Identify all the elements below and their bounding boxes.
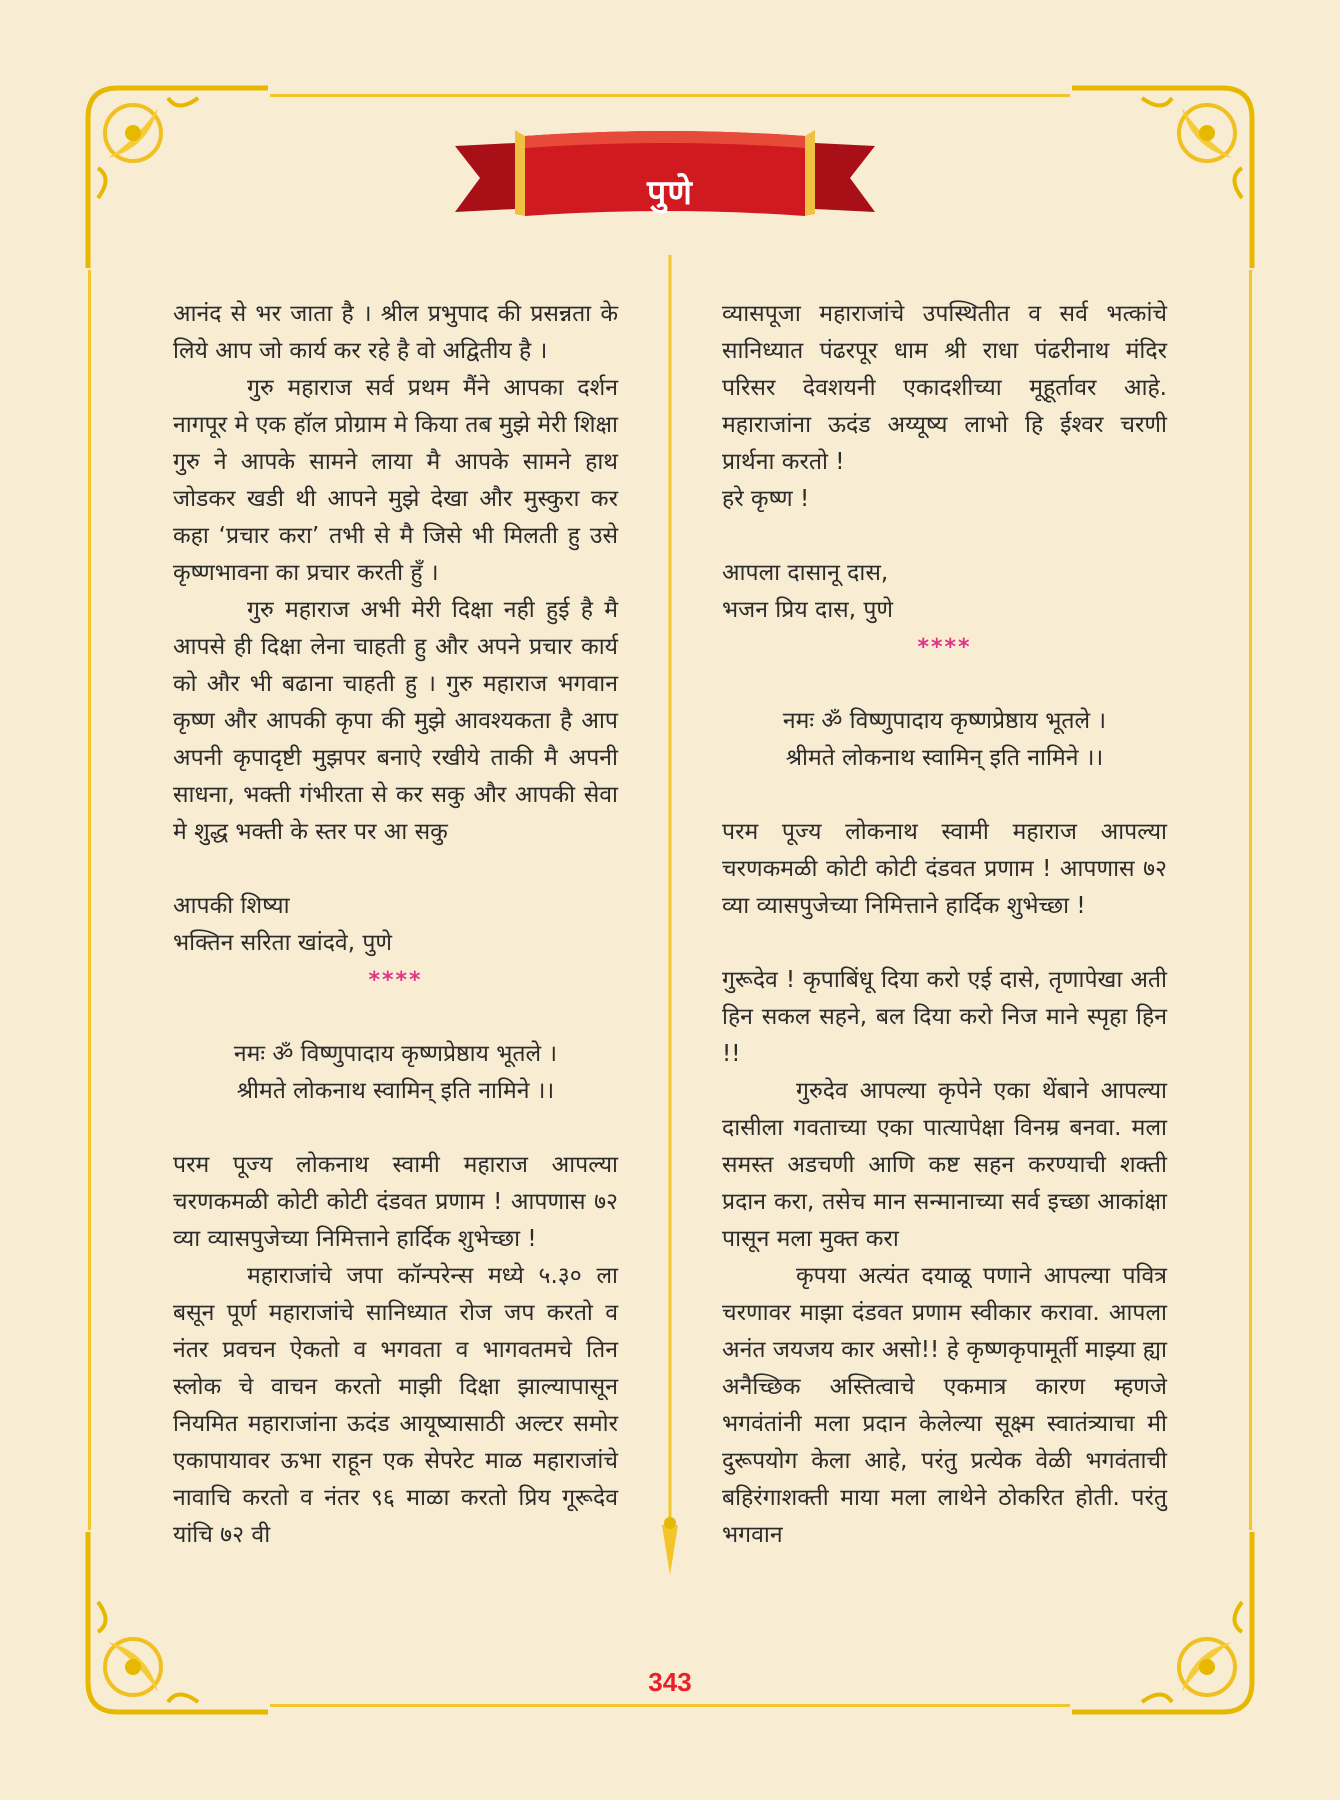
paragraph-gap [173,999,618,1036]
paragraph: कृपया अत्यंत दयाळू पणाने आपल्या पवित्र चरणावर माझा दंडवत प्रणाम स्वीकार करावा. आपला अनंत जयजय कार असो!! हे कृष्णकृपामूर्ती माझ्या ह्या अनैच्छिक अस्तित्वाचे एकमात्र कारण म्हणजे भगवंतांनी मला प्रदान केलेल्या सूक्ष्म स्वातंत्र्याचा मी दुरूपयोग केला आहे, परंतु प्रत्येक वेळी भगवंताची बहिरंगाशक्ती माया मला लाथेने ठोकरित होती. परंतु भगवान [722,1263,1167,1548]
mantra-line: नमः ॐ विष्णुपादाय कृष्णप्रेष्ठाय भूतले । [233,1041,558,1067]
paragraph: आनंद से भर जाता है । श्रील प्रभुपाद की प्रसन्नता के लिये आप जो कार्य कर रहे है वो अद्वितीय है । [173,301,618,364]
paragraph: आपला दासानू दास, [722,560,889,586]
frame-right-line [1249,270,1252,1530]
paragraph-gap [722,777,1167,814]
paragraph: परम पूज्य लोकनाथ स्वामी महाराज आपल्या चरणकमळी कोटी कोटी दंडवत प्रणाम ! आपणास ७२ व्या व्यासपुजेच्या निमित्ताने हार्दिक शुभेच्छा ! [173,1152,618,1252]
paragraph: भक्तिन सरिता खांदवे, पुणे [173,930,393,956]
paragraph: हरे कृष्ण ! [722,486,810,512]
frame-left-line [88,270,91,1530]
paragraph: गुरु महाराज सर्व प्रथम मैंने आपका दर्शन नागपूर मे एक हॉल प्रोग्राम मे किया तब मुझे मेरी शिक्षा गुरु ने आपके सामने लाया मै आपके सामने हाथ जोडकर खडी थी आपने मुझे देखा और मुस्कुरा कर कहा ‘प्रचार करा’ तभी से मै जिसे भी मिलती हु उसे कृष्णभावना का प्रचार करती हुँ । [173,375,618,586]
stars-divider: **** [368,968,423,993]
right-column [722,296,1167,1554]
stars-divider: **** [917,635,972,660]
mantra-line: नमः ॐ विष्णुपादाय कृष्णप्रेष्ठाय भूतले । [782,708,1107,734]
page-title: पुणे [647,173,693,213]
paragraph-gap [722,925,1167,962]
column-divider [660,255,680,1595]
paragraph-gap [722,518,1167,555]
frame-bottom-line [270,1704,1070,1707]
frame-top-line [270,94,1070,97]
paragraph: परम पूज्य लोकनाथ स्वामी महाराज आपल्या चरणकमळी कोटी कोटी दंडवत प्रणाम ! आपणास ७२ व्या व्यासपुजेच्या निमित्ताने हार्दिक शुभेच्छा ! [722,819,1167,919]
paragraph: व्यासपूजा महाराजांचे उपस्थितीत व सर्व भत्कांचे सानिध्यात पंढरपूर धाम श्री राधा पंढरीनाथ मंदिर परिसर देवशयनी एकादशीच्या मूहूर्तावर आहे. महाराजांना ऊदंड अय्यूष्य लाभो हि ईश्वर चरणी प्रार्थना करतो ! [722,301,1167,475]
paragraph: गुरूदेव ! कृपाबिंधू दिया करो एई दासे, तृणापेखा अती हिन सकल सहने, बल दिया करो निज माने स्पृहा हिन !! [722,967,1167,1067]
paragraph-gap [173,851,618,888]
paragraph: गुरुदेव आपल्या कृपेने एका थेंबाने आपल्या दासीला गवताच्या एका पात्यापेक्षा विनम्र बनवा. मला समस्त अडचणी आणि कष्ट सहन करण्याची शक्ती प्रदान करा, तसेच मान सन्मानाच्या सर्व इच्छा आकांक्षा पासून मला मुक्त करा [722,1078,1167,1252]
page-number: 343 [648,1667,692,1697]
mantra-line: श्रीमते लोकनाथ स्वामिन् इति नामिने ।। [236,1078,555,1104]
paragraph: गुरु महाराज अभी मेरी दिक्षा नही हुई है मै आपसे ही दिक्षा लेना चाहती हु और अपने प्रचार कार्य को और भी बढाना चाहती हु । गुरु महाराज भगवान कृष्ण और आपकी कृपा की मुझे आवश्यकता है आप अपनी कृपादृष्टी मुझपर बनाऐ रखीये ताकी मै अपनी साधना, भक्ती गंभीरता से कर सकु और आपकी सेवा मे शुद्ध भक्ती के स्तर पर आ सकु [173,597,618,845]
paragraph: भजन प्रिय दास, पुणे [722,597,894,623]
left-column [173,296,618,1554]
paragraph: आपकी शिष्या [173,893,290,919]
mantra-line: श्रीमते लोकनाथ स्वामिन् इति नामिने ।। [785,745,1104,771]
paragraph: महाराजांचे जपा कॉन्परेन्स मध्ये ५.३० ला बसून पूर्ण महाराजांचे सानिध्यात रोज जप करतो व नंतर प्रवचन ऐकतो व भगवता व भागवतमचे तिन स्लोक चे वाचन करतो माझी दिक्षा झाल्यापासून नियमित महाराजांना ऊदंड आयूष्यासाठी अल्टर समोर एकापायावर ऊभा राहून एक सेपरेट माळ महाराजांचे नावाचि करतो व नंतर ९६ माळा करतो प्रिय गूरूदेव यांचि ७२ वी [173,1263,618,1548]
paragraph-gap [173,1110,618,1147]
paragraph-gap [722,666,1167,703]
